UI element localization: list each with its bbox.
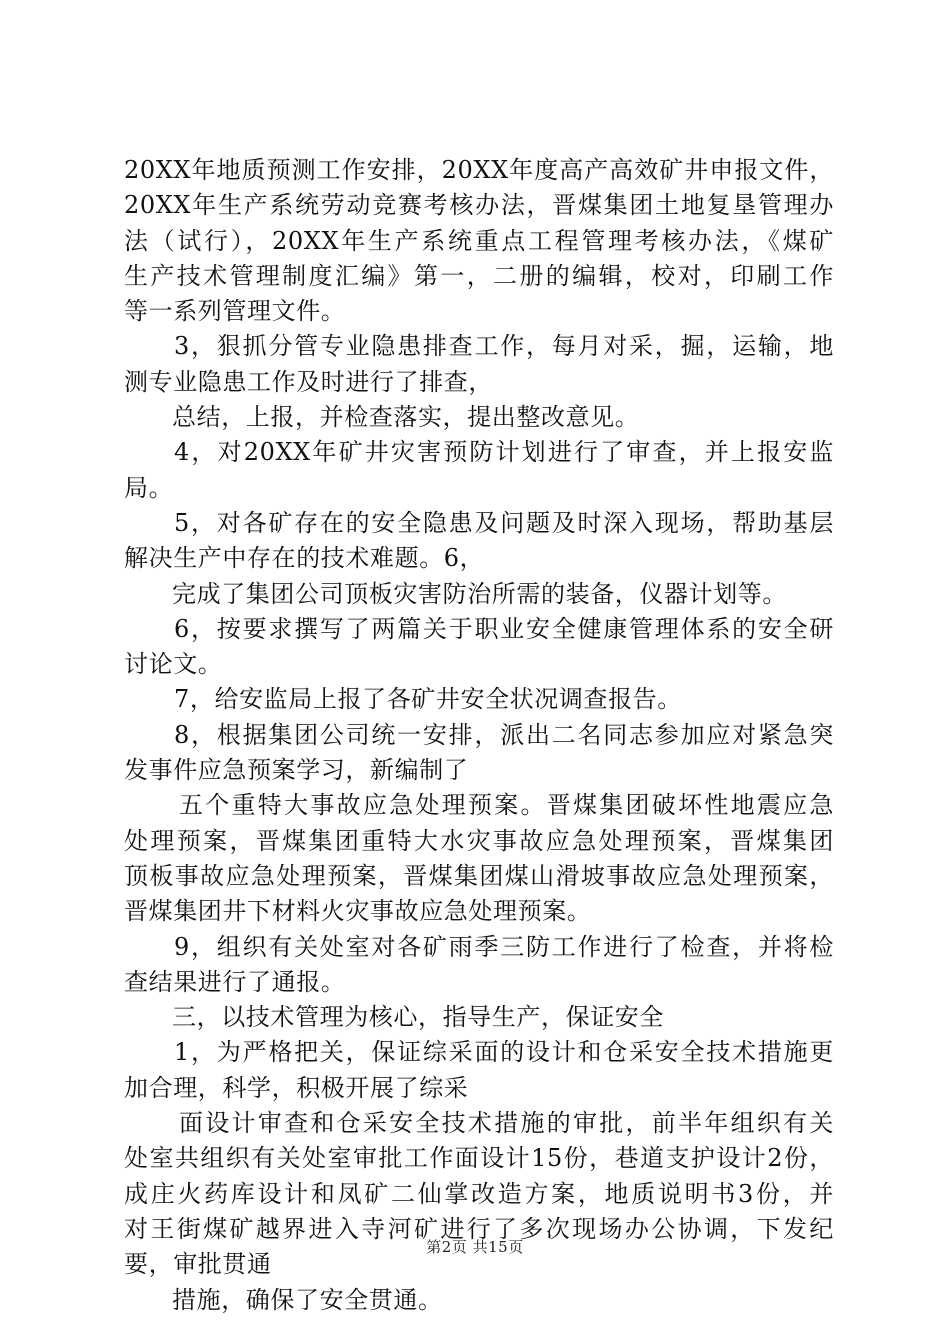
text-line: 6，按要求撰写了两篇关于职业安全健康管理体系的安全研 — [174, 614, 834, 643]
text-line: 发事件应急预案学习，新编制了 — [124, 756, 469, 785]
text-line: 晋煤集团井下材料火灾事故应急处理预案。 — [124, 897, 592, 926]
text-line: 5，对各矿存在的安全隐患及问题及时深入现场，帮助基层 — [174, 508, 834, 537]
text-line: 9，组织有关处室对各矿雨季三防工作进行了检查，并将检 — [174, 932, 834, 961]
text-line: 20XX年生产系统劳动竞赛考核办法，晋煤集团土地复垦管理办 — [124, 191, 834, 220]
text-line: 生产技术管理制度汇编》第一，二册的编辑，校对，印刷工作 — [124, 261, 834, 290]
text-line: 20XX年地质预测工作安排，20XX年度高产高效矿井申报文件， — [124, 156, 834, 184]
text-line: 措施，确保了安全贯通。 — [172, 1285, 443, 1314]
text-line: 讨论文。 — [124, 650, 223, 679]
text-line: 面设计审查和仓采安全技术措施的审批，前半年组织有关 — [179, 1109, 834, 1138]
text-line: 完成了集团公司顶板灾害防治所需的装备，仪器计划等。 — [172, 579, 787, 608]
text-line: 解决生产中存在的技术难题。6， — [124, 544, 485, 573]
text-line: 处理预案，晋煤集团重特大水灾事故应急处理预案，晋煤集团 — [124, 826, 834, 855]
text-line: 4，对20XX年矿井灾害预防计划进行了审查，并上报安监 — [174, 438, 834, 467]
text-line: 1，为严格把关，保证综采面的设计和仓采安全技术措施更 — [174, 1038, 834, 1067]
text-line: 成庄火药库设计和凤矿二仙掌改造方案，地质说明书3份，并 — [124, 1179, 834, 1208]
text-line: 8，根据集团公司统一安排，派出二名同志参加应对紧急突 — [174, 720, 834, 749]
text-line: 总结，上报，并检查落实，提出整改意见。 — [172, 403, 640, 432]
text-line: 要，审批贯通 — [124, 1250, 272, 1279]
document-body — [124, 153, 834, 1318]
text-line: 查结果进行了通报。 — [124, 967, 346, 996]
section-heading: 三，以技术管理为核心，指导生产，保证安全 — [172, 1003, 664, 1032]
text-line: 7，给安监局上报了各矿井安全状况调查报告。 — [174, 685, 682, 714]
text-line: 局。 — [124, 473, 174, 502]
text-line: 处室共组织有关处室审批工作面设计15份，巷道支护设计2份， — [124, 1144, 834, 1173]
text-line: 测专业隐患工作及时进行了排查， — [124, 367, 493, 396]
text-line: 五个重特大事故应急处理预案。晋煤集团破坏性地震应急 — [179, 791, 834, 820]
text-line: 顶板事故应急处理预案，晋煤集团煤山滑坡事故应急处理预案， — [124, 861, 834, 890]
text-line: 加合理，科学，积极开展了综采 — [124, 1073, 469, 1102]
text-line: 等一系列管理文件。 — [124, 297, 346, 326]
text-line: 对王街煤矿越界进入寺河矿进行了多次现场办公协调，下发纪 — [124, 1214, 834, 1243]
text-line: 3，狠抓分管专业隐患排查工作，每月对采，掘，运输，地 — [174, 332, 834, 361]
page-number-footer: 第2页 共15页 — [426, 1238, 524, 1256]
text-line: 法（试行），20XX年生产系统重点工程管理考核办法，《煤矿 — [124, 226, 834, 255]
